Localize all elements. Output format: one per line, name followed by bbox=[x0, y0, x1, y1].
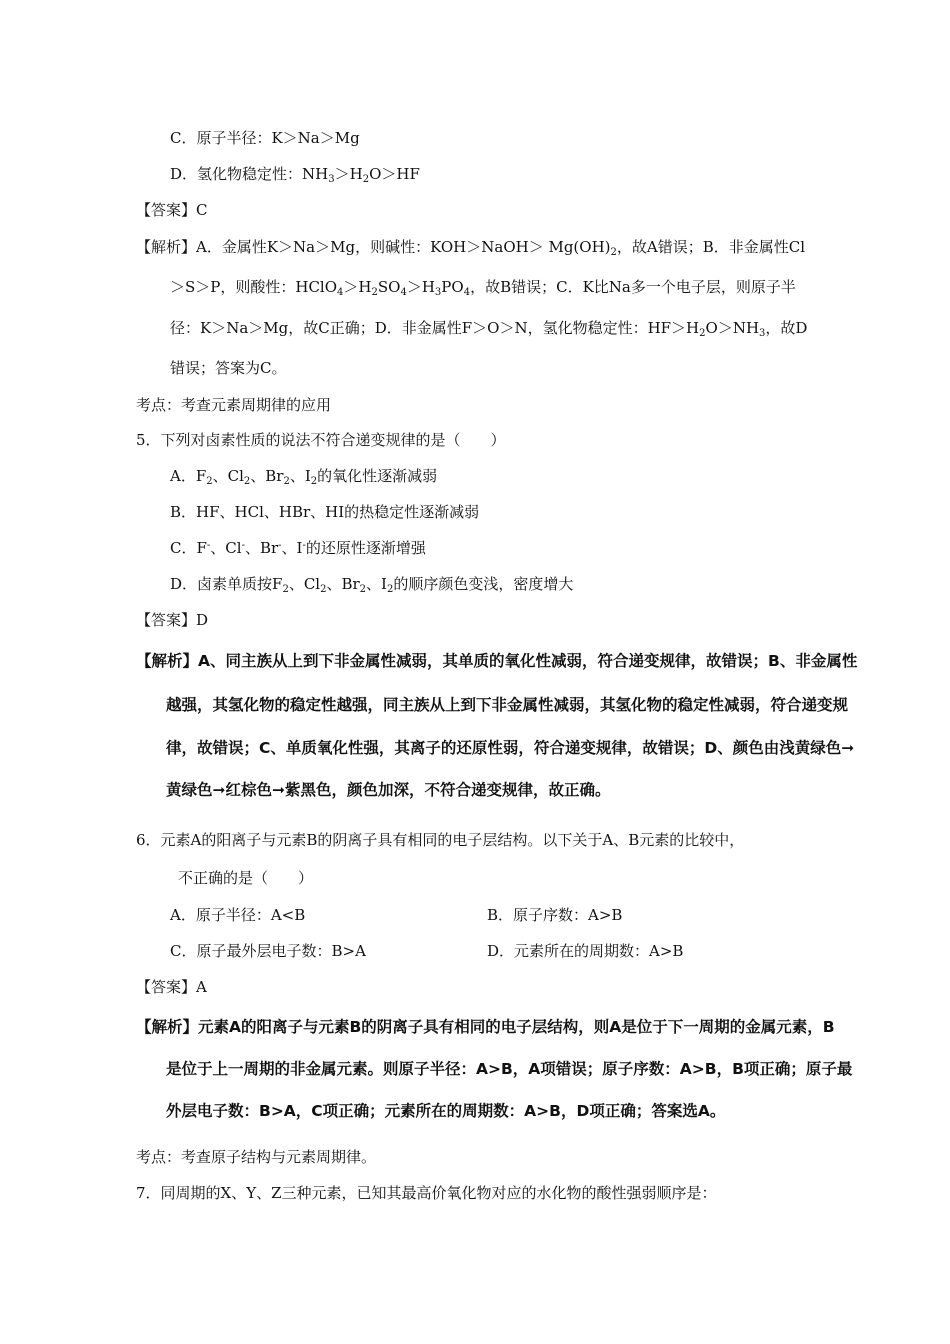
q6-answer: 【答案】A bbox=[136, 978, 207, 996]
q5-stem: 5．下列对卤素性质的说法不符合递变规律的是（ ） bbox=[136, 431, 506, 449]
q5-analysis-line-1: 【解析】A、同主族从上到下非金属性减弱，其单质的氧化性减弱，符合递变规律，故错误；B、非金属性 bbox=[136, 652, 858, 670]
q4-analysis-line-3: 径：K＞Na＞Mg，故C正确；D．非金属性F＞O＞N，氢化物稳定性：$HF>H_2O>NH_3$，故D bbox=[170, 319, 808, 339]
q7-stem: 7．同周期的X、Y、Z三种元素，已知其最高价氧化物对应的水化物的酸性强弱顺序是： bbox=[136, 1184, 717, 1202]
q6-option-b: B．原子序数：A>B bbox=[487, 906, 623, 924]
q6-option-a: A．原子半径：A<B bbox=[170, 906, 306, 924]
q4-analysis-line-2: ＞S＞P，则酸性：$HClO_4>H_2SO_4>H_3PO_4$，故B错误；C．K比Na多一个电子层，则原子半 bbox=[170, 278, 796, 298]
q6-analysis-line-1: 【解析】元素A的阳离子与元素B的阴离子具有相同的电子层结构，则A是位于下一周期的金属元素，B bbox=[136, 1018, 835, 1036]
q4-kaodian: 考点：考查元素周期律的应用 bbox=[136, 396, 332, 414]
q5-option-a: A．$F_2$、$Cl_2$、$Br_2$、$I_2$的氧化性逐渐减弱 bbox=[170, 467, 438, 487]
q6-analysis-line-3: 外层电子数：B>A，C项正确；元素所在的周期数：A>B，D项正确；答案选A。 bbox=[166, 1102, 726, 1120]
q5-analysis-line-3: 律，故错误；C、单质氧化性强，其离子的还原性弱，符合递变规律，故错误；D、颜色由浅黄绿色➞ bbox=[166, 739, 855, 757]
q4-answer: 【答案】C bbox=[136, 201, 208, 219]
q5-answer: 【答案】D bbox=[136, 611, 209, 629]
q4-option-c: C．原子半径：K＞Na＞Mg bbox=[170, 129, 360, 147]
q5-option-c: C．F-、Cl-、Br-、I-的还原性逐渐增强 bbox=[170, 539, 426, 557]
q4-option-d: D．氢化物稳定性：$NH_3>H_2O>HF$ bbox=[170, 165, 420, 185]
q6-option-c: C．原子最外层电子数：B>A bbox=[170, 942, 366, 960]
q5-option-d: D．卤素单质按$F_2$、$Cl_2$、$Br_2$、$I_2$的顺序颜色变浅，密度增大 bbox=[170, 575, 574, 595]
q4-analysis-line-4: 错误；答案为C。 bbox=[170, 359, 287, 377]
q4-analysis-line-1: 【解析】A．金属性K＞Na＞Mg，则碱性：KOH＞NaOH＞ $Mg(OH)_2$，故A错误；B．非金属性Cl bbox=[136, 238, 806, 258]
q6-kaodian: 考点：考查原子结构与元素周期律。 bbox=[136, 1148, 377, 1166]
q5-analysis-line-2: 越强，其氢化物的稳定性越强，同主族从上到下非金属性减弱，其氢化物的稳定性减弱，符合递变规 bbox=[166, 696, 849, 714]
q6-option-d: D．元素所在的周期数：A>B bbox=[487, 942, 684, 960]
q6-analysis-line-2: 是位于上一周期的非金属元素。则原子半径：A>B，A项错误；原子序数：A>B，B项正确；原子最 bbox=[166, 1060, 853, 1078]
q5-option-b: B．HF、HCl、HBr、HI的热稳定性逐渐减弱 bbox=[170, 503, 480, 521]
q5-analysis-line-4: 黄绿色➞红棕色➞紫黑色，颜色加深，不符合递变规律，故正确。 bbox=[166, 781, 611, 799]
q6-stem: 6．元素A的阳离子与元素B的阴离子具有相同的电子层结构。以下关于A、B元素的比较中， bbox=[136, 831, 745, 849]
q6-stem-continued: 不正确的是（ ） bbox=[178, 869, 314, 887]
